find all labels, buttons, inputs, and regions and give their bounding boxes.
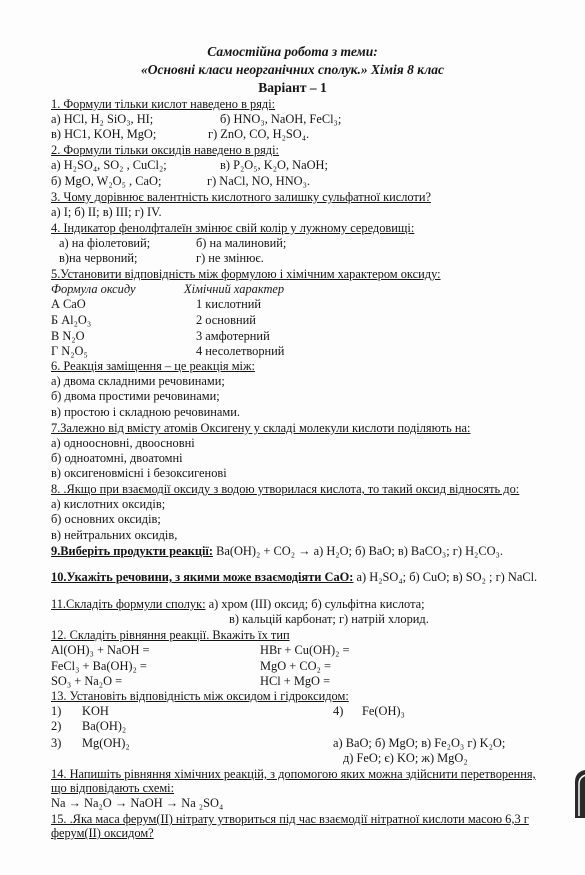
q5-formula-b: Б Al₂O₃	[51, 313, 92, 327]
q5-header-character: Хімічний характер	[184, 282, 285, 296]
question-6: 6. Реакція заміщення – це реакція між:	[51, 359, 255, 373]
q9-reaction: Ba(OH)₂ + CO₂ → а) H₂O; б) BaO; в) BaCO₃; г) H₂CO₃.	[212, 544, 503, 558]
question-15: 15. .Яка маса ферум(II) нітрату утвориться під час взаємодії нітратної кислоти масою 6,3 г	[51, 812, 529, 826]
question-2: 2. Формули тільки оксидів наведено в ряді:	[51, 143, 279, 157]
question-14-cont: що відповідають схемі:	[51, 781, 175, 795]
question-1: 1. Формули тільки кислот наведено в ряді:	[51, 97, 276, 111]
q12-equation-6: HCl + MgO =	[260, 674, 331, 688]
q4-option-a: а) на фіолетовий;	[59, 236, 151, 250]
q11-items-cont: в) кальцій карбонат; г) натрій хлорид.	[229, 612, 429, 626]
q4-option-b: б) на малиновий;	[196, 236, 287, 250]
question-4: 4. Індикатор фенолфталеїн змінює свій колір у лужному середовищі:	[51, 221, 415, 235]
q5-formula-d: Г N₂O₅	[51, 344, 88, 358]
q7-option-b: б) одноатомні, двоатомні	[51, 451, 183, 465]
q13-item-1: KOH	[82, 704, 109, 718]
q11-items: а) хром (III) оксид; б) сульфітна кислота;	[205, 597, 425, 611]
q4-option-d: г) не змінює.	[196, 251, 264, 265]
page-edge-mark	[573, 768, 585, 820]
q2-option-a: а) H₂SO₄, SO₂ , CuCl₂;	[51, 158, 167, 172]
q13-num-3: 3)	[51, 736, 62, 750]
q6-option-b: б) двома простими речовинами;	[51, 389, 220, 403]
q5-character-1: 1 кислотний	[196, 297, 261, 311]
q4-option-c: в)на червоний;	[59, 251, 138, 265]
q12-equation-5: SO₃ + Na₂O =	[51, 674, 123, 688]
question-15-cont: ферум(II) оксидом?	[51, 826, 154, 840]
q5-character-4: 4 несолетворний	[196, 344, 285, 358]
q1-option-b: б) HNO₃, NaOH, FeCl₃;	[220, 112, 342, 126]
q12-equation-4: MgO + CO₂ =	[260, 659, 331, 673]
q2-option-d: г) NaCl, NO, HNO₃.	[207, 174, 311, 188]
q7-option-c: в) оксигеновмісні і безоксигенові	[51, 466, 227, 480]
q11-label: 11.Складіть формули сполук:	[51, 597, 206, 611]
worksheet-title: Самостійна робота з теми:	[207, 44, 378, 59]
q14-scheme: Na → Na₂O → NaOH → Na ₂SO₄	[51, 796, 224, 810]
q13-item-2: Ba(OH)₂	[82, 719, 127, 733]
question-12: 12. Складіть рівняння реакції. Вкажіть їх тип	[51, 628, 290, 642]
q8-option-c: в) нейтральних оксидів,	[51, 528, 178, 542]
question-5: 5.Установити відповідність між формулою і хімічним характером оксиду:	[51, 267, 441, 281]
q5-header-formula: Формула оксиду	[51, 282, 136, 296]
question-8: 8. .Якщо при взаємодії оксиду з водою утворилася кислота, то такий оксид відносять до:	[51, 482, 520, 496]
q1-option-c: в) HC1, KOH, MgO;	[51, 127, 157, 141]
q10-label: 10.Укажіть речовини, з якими може взаємодіяти CaO:	[51, 570, 354, 584]
q3-options: а) I; б) II; в) III; г) IV.	[51, 205, 162, 219]
q2-option-c: б) MgO, W₂O₅ , CaO;	[51, 174, 162, 188]
q12-equation-3: FeCl₃ + Ba(OH)₂ =	[51, 659, 147, 673]
q2-option-b: в) P₂O₅, K₂O, NaOH;	[220, 158, 328, 172]
q13-num-1: 1)	[51, 704, 62, 718]
q13-item-4: Fe(OH)₃	[362, 704, 405, 718]
q12-equation-2: HBr + Cu(OH)₂ =	[260, 643, 350, 657]
q13-item-3: Mg(OH)₂	[82, 736, 130, 750]
q5-formula-a: А CaO	[51, 297, 86, 311]
q6-option-a: а) двома складними речовинами;	[51, 374, 225, 388]
q7-option-a: а) одноосновні, двоосновні	[51, 436, 195, 450]
q9-label: 9.Виберіть продукти реакції:	[51, 544, 213, 558]
question-13: 13. Установіть відповідність між оксидом і гідроксидом:	[51, 689, 349, 703]
q8-option-a: а) кислотних оксидів;	[51, 497, 166, 511]
question-11	[51, 597, 425, 612]
q13-num-4: 4)	[333, 704, 344, 718]
q1-option-a: а) HCl, H₂ SiO₃, HI;	[51, 112, 154, 126]
q13-options-2: д) FeO; є) KO; ж) MgO₂	[343, 751, 468, 765]
q13-options-1: а) BaO; б) MgO; в) Fe₂O₃ г) K₂O;	[333, 736, 506, 750]
question-9	[51, 544, 503, 559]
question-10	[51, 570, 537, 585]
q13-num-2: 2)	[51, 719, 62, 733]
q5-character-2: 2 основний	[196, 313, 256, 327]
question-7: 7.Залежно від вмісту атомів Оксигену у складі молекули кислоти поділяють на:	[51, 421, 471, 435]
variant-label: Варіант – 1	[258, 80, 327, 95]
q8-option-b: б) основних оксидів;	[51, 512, 161, 526]
q5-character-3: 3 амфотерний	[196, 329, 270, 343]
q5-formula-c: В N₂O	[51, 329, 85, 343]
worksheet-subtitle: «Основні класи неорганічних сполук.» Хімія 8 клас	[140, 62, 445, 77]
q6-option-c: в) простою і складною речовинами.	[51, 405, 240, 419]
question-14: 14. Напишіть рівняння хімічних реакцій, з допомогою яких можна здійснити перетворення,	[51, 767, 536, 781]
question-3: 3. Чому дорівнює валентність кислотного залишку сульфатної кислоти?	[51, 190, 431, 204]
q12-equation-1: Al(OH)₃ + NaOH =	[51, 643, 150, 657]
q10-options: а) H₂SO₄; б) CuO; в) SO₂ ; г) NaCl.	[353, 570, 538, 584]
q1-option-d: г) ZnO, CO, H₂SO₄.	[208, 127, 310, 141]
